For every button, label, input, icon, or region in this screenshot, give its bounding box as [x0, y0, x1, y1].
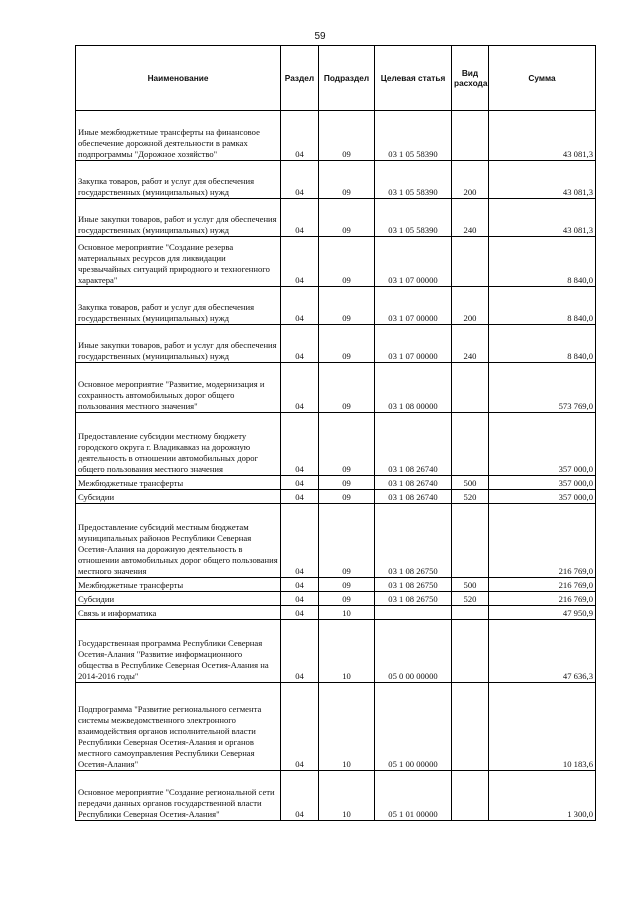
row-name: Связь и информатика — [76, 606, 281, 620]
row-section: 04 — [281, 683, 319, 771]
row-target: 03 1 08 26750 — [375, 592, 452, 606]
row-sum: 43 081,3 — [489, 111, 596, 161]
row-sum: 216 769,0 — [489, 504, 596, 578]
row-kind — [452, 504, 489, 578]
row-name: Иные закупки товаров, работ и услуг для обеспечения государственных (муниципальных) нужд — [76, 199, 281, 237]
row-section: 04 — [281, 490, 319, 504]
row-kind: 200 — [452, 161, 489, 199]
table-row — [76, 199, 596, 237]
row-target: 03 1 08 26740 — [375, 490, 452, 504]
table-row — [76, 606, 596, 620]
row-kind — [452, 363, 489, 413]
row-subsection: 09 — [319, 325, 375, 363]
row-subsection: 09 — [319, 237, 375, 287]
row-sum: 216 769,0 — [489, 578, 596, 592]
row-section: 04 — [281, 771, 319, 821]
table-row — [76, 111, 596, 161]
header-section: Раздел — [281, 46, 319, 111]
row-kind: 520 — [452, 592, 489, 606]
row-name: Межбюджетные трансферты — [76, 578, 281, 592]
row-kind: 520 — [452, 490, 489, 504]
row-name: Предоставление субсидии местному бюджету городского округа г. Владикавказ на дорожную деятельность в отношении автомобильных дорог общего пользования местного значения — [76, 413, 281, 476]
row-section: 04 — [281, 287, 319, 325]
row-sum: 8 840,0 — [489, 325, 596, 363]
row-kind: 240 — [452, 199, 489, 237]
table-row — [76, 476, 596, 490]
row-target: 03 1 07 00000 — [375, 287, 452, 325]
row-subsection: 09 — [319, 161, 375, 199]
table-row — [76, 683, 596, 771]
header-target: Целевая статья — [375, 46, 452, 111]
row-name: Иные межбюджетные трансферты на финансовое обеспечение дорожной деятельности в рамках подпрограммы "Дорожное хозяйство" — [76, 111, 281, 161]
row-target: 05 0 00 00000 — [375, 620, 452, 683]
row-section: 04 — [281, 199, 319, 237]
row-sum: 573 769,0 — [489, 363, 596, 413]
page-number: 59 — [314, 31, 326, 42]
row-section: 04 — [281, 161, 319, 199]
row-subsection: 09 — [319, 490, 375, 504]
row-target: 03 1 07 00000 — [375, 237, 452, 287]
row-section: 04 — [281, 620, 319, 683]
row-section: 04 — [281, 578, 319, 592]
row-kind: 500 — [452, 578, 489, 592]
table-row — [76, 578, 596, 592]
row-kind: 500 — [452, 476, 489, 490]
row-kind — [452, 111, 489, 161]
row-target — [375, 606, 452, 620]
row-kind — [452, 620, 489, 683]
row-name: Иные закупки товаров, работ и услуг для обеспечения государственных (муниципальных) нужд — [76, 325, 281, 363]
header-kind: Вид расхода — [452, 46, 489, 111]
row-sum: 357 000,0 — [489, 413, 596, 476]
row-section: 04 — [281, 476, 319, 490]
row-subsection: 09 — [319, 199, 375, 237]
row-sum: 47 636,3 — [489, 620, 596, 683]
row-subsection: 10 — [319, 771, 375, 821]
row-target: 03 1 08 26750 — [375, 504, 452, 578]
row-subsection: 09 — [319, 476, 375, 490]
row-sum: 357 000,0 — [489, 490, 596, 504]
row-subsection: 09 — [319, 504, 375, 578]
row-name: Основное мероприятие "Развитие, модернизация и сохранность автомобильных дорог общего пользования местного значения" — [76, 363, 281, 413]
row-target: 03 1 08 26750 — [375, 578, 452, 592]
row-section: 04 — [281, 325, 319, 363]
row-kind: 200 — [452, 287, 489, 325]
budget-table — [75, 45, 596, 821]
row-subsection: 09 — [319, 578, 375, 592]
table-row — [76, 620, 596, 683]
row-subsection: 09 — [319, 592, 375, 606]
table-row — [76, 490, 596, 504]
row-subsection: 09 — [319, 287, 375, 325]
row-name: Закупка товаров, работ и услуг для обеспечения государственных (муниципальных) нужд — [76, 287, 281, 325]
row-kind — [452, 237, 489, 287]
row-sum: 216 769,0 — [489, 592, 596, 606]
row-section: 04 — [281, 413, 319, 476]
header-sum: Сумма — [489, 46, 596, 111]
row-section: 04 — [281, 592, 319, 606]
row-subsection: 09 — [319, 363, 375, 413]
row-name: Субсидии — [76, 490, 281, 504]
row-sum: 8 840,0 — [489, 287, 596, 325]
row-target: 05 1 00 00000 — [375, 683, 452, 771]
row-section: 04 — [281, 606, 319, 620]
row-name: Закупка товаров, работ и услуг для обеспечения государственных (муниципальных) нужд — [76, 161, 281, 199]
row-sum: 43 081,3 — [489, 199, 596, 237]
table-body — [76, 111, 596, 821]
table-row — [76, 287, 596, 325]
row-name: Предоставление субсидий местным бюджетам муниципальных районов Республики Северная Осетия-Алания на дорожную деятельность в отношении автомобильных дорог общего пользования местного значения — [76, 504, 281, 578]
table-row — [76, 771, 596, 821]
header-subsection: Подраздел — [319, 46, 375, 111]
row-target: 03 1 05 58390 — [375, 111, 452, 161]
row-kind — [452, 413, 489, 476]
table-row — [76, 325, 596, 363]
row-target: 03 1 05 58390 — [375, 199, 452, 237]
row-subsection: 10 — [319, 606, 375, 620]
row-section: 04 — [281, 363, 319, 413]
row-name: Субсидии — [76, 592, 281, 606]
table-row — [76, 363, 596, 413]
row-sum: 47 950,9 — [489, 606, 596, 620]
row-section: 04 — [281, 504, 319, 578]
row-name: Государственная программа Республики Северная Осетия-Алания "Развитие информационного общества в Республике Северная Осетия-Алания на 2014-2016 годы" — [76, 620, 281, 683]
row-subsection: 09 — [319, 111, 375, 161]
row-name: Основное мероприятие "Создание резерва материальных ресурсов для ликвидации чрезвычайных ситуаций природного и техногенного характера" — [76, 237, 281, 287]
row-subsection: 10 — [319, 620, 375, 683]
row-target: 05 1 01 00000 — [375, 771, 452, 821]
row-kind — [452, 771, 489, 821]
row-kind — [452, 683, 489, 771]
table-row — [76, 592, 596, 606]
row-subsection: 09 — [319, 413, 375, 476]
table-row — [76, 237, 596, 287]
table-header-row — [76, 46, 596, 111]
row-kind: 240 — [452, 325, 489, 363]
row-sum: 43 081,3 — [489, 161, 596, 199]
row-target: 03 1 08 00000 — [375, 363, 452, 413]
row-section: 04 — [281, 111, 319, 161]
row-subsection: 10 — [319, 683, 375, 771]
header-name: Наименование — [76, 46, 281, 111]
table-row — [76, 161, 596, 199]
row-name: Подпрограмма "Развитие регионального сегмента системы межведомственного электронного взаимодействия органов исполнительной власти Республики Северная Осетия-Алания и органов местного самоуправления Республики Северная Осетия-Алания" — [76, 683, 281, 771]
row-section: 04 — [281, 237, 319, 287]
table-row — [76, 504, 596, 578]
row-sum: 8 840,0 — [489, 237, 596, 287]
row-sum: 357 000,0 — [489, 476, 596, 490]
row-target: 03 1 05 58390 — [375, 161, 452, 199]
row-name: Основное мероприятие "Создание региональной сети передачи данных органов государственной власти Республики Северная Осетия-Алания" — [76, 771, 281, 821]
row-name: Межбюджетные трансферты — [76, 476, 281, 490]
row-target: 03 1 07 00000 — [375, 325, 452, 363]
table-row — [76, 413, 596, 476]
row-target: 03 1 08 26740 — [375, 476, 452, 490]
row-sum: 1 300,0 — [489, 771, 596, 821]
row-kind — [452, 606, 489, 620]
row-target: 03 1 08 26740 — [375, 413, 452, 476]
row-sum: 10 183,6 — [489, 683, 596, 771]
